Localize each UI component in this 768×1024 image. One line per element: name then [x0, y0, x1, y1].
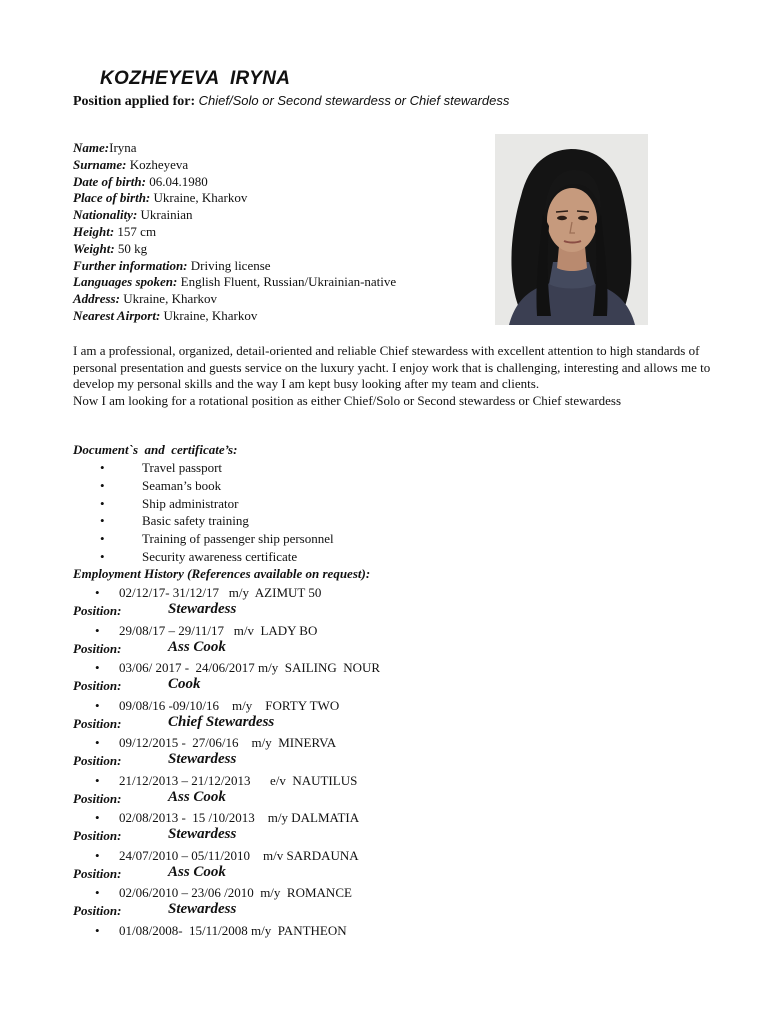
- info-row-weight: [73, 241, 396, 258]
- employment-entry: [73, 883, 713, 921]
- personal-info: [73, 140, 396, 325]
- bullet-icon: •: [95, 772, 100, 788]
- document-item: Ship administrator: [142, 495, 239, 511]
- employment-entry: [73, 846, 713, 884]
- document-item: Security awareness certificate: [142, 548, 298, 564]
- position-label: Position:: [73, 753, 122, 768]
- info-row-surname: [73, 157, 396, 174]
- documents-heading: Document`s and certificate’s:: [73, 442, 238, 457]
- info-label: Date of birth:: [73, 173, 146, 189]
- position-title: Stewardess: [168, 826, 237, 842]
- position-applied-value: Chief/Solo or Second stewardess or Chief stewardess: [198, 93, 510, 108]
- info-row-address: [73, 291, 396, 308]
- info-label: Further information:: [73, 257, 188, 273]
- info-value: Ukraine, Kharkov: [123, 291, 218, 307]
- position-label: Position:: [73, 678, 122, 693]
- candidate-name: KOZHEYEVA IRYNA: [100, 68, 291, 89]
- document-item: Travel passport: [142, 460, 223, 475]
- employment-position-row: [73, 752, 713, 771]
- employment-position-row: [73, 865, 713, 884]
- info-label: Nationality:: [73, 207, 138, 223]
- employment-entry: [73, 696, 713, 734]
- employment-entry: [73, 658, 713, 696]
- employment-heading: Employment History (References available on request):: [73, 566, 371, 581]
- info-label: Weight:: [73, 240, 115, 256]
- professional-summary: [73, 343, 723, 409]
- position-title: Ass Cook: [168, 863, 226, 880]
- employment-entry: [73, 583, 713, 621]
- info-row-date-of-birth: [73, 174, 396, 191]
- employment-entry: [73, 808, 713, 846]
- bullet-icon: •: [95, 585, 100, 600]
- employment-position-row: [73, 677, 713, 696]
- employment-dates: 01/08/2008- 15/11/2008 m/y PANTHEON: [119, 922, 347, 938]
- position-label: Position:: [73, 865, 122, 881]
- employment-dates: 09/08/16 -09/10/16 m/y FORTY TWO: [119, 697, 340, 713]
- employment-entry: [73, 771, 713, 809]
- summary-paragraph: I am a professional, organized, detail-oriented and reliable Chief stewardess with excellent attention to high standards of personal presentation and guests service on the luxury yacht. I enjoy work that is challenging, interesting and allows me to develop my personal skills and the way I am kept busy looking after my team and clients.: [73, 343, 711, 392]
- position-title: Stewardess: [168, 751, 237, 767]
- employment-list: [73, 583, 713, 940]
- bullet-icon: •: [95, 885, 100, 900]
- profile-photo-illustration: [495, 134, 648, 325]
- position-label: Position:: [73, 715, 122, 731]
- info-row-nearest-airport: [73, 308, 396, 325]
- info-row-nationality: [73, 207, 396, 224]
- info-label: Address:: [73, 291, 120, 307]
- bullet-icon: •: [95, 660, 100, 675]
- info-value: 50 kg: [117, 240, 148, 256]
- info-row-further-information: [73, 258, 396, 275]
- info-label: Languages spoken:: [73, 274, 178, 290]
- bullet-icon: •: [95, 735, 100, 750]
- bullet-icon: •: [100, 531, 105, 547]
- employment-dates: 02/08/2013 - 15 /10/2013 m/y DALMATIA: [119, 810, 360, 825]
- position-title: Ass Cook: [168, 638, 226, 655]
- position-label: Position:: [73, 903, 122, 918]
- bullet-icon: •: [100, 548, 105, 564]
- document-item: Basic safety training: [142, 513, 249, 529]
- employment-entry: [73, 921, 713, 940]
- position-label: Position:: [73, 790, 122, 806]
- employment-dates: 02/06/2010 – 23/06 /2010 m/y ROMANCE: [119, 885, 352, 900]
- employment-dates-row: [73, 921, 713, 940]
- info-value: Driving license: [190, 257, 271, 273]
- info-value: English Fluent, Russian/Ukrainian-native: [180, 274, 397, 290]
- position-title: Ass Cook: [168, 788, 226, 805]
- info-row-height: [73, 224, 396, 241]
- employment-position-row: [73, 602, 713, 621]
- employment-position-row: [73, 640, 713, 659]
- info-value: 157 cm: [117, 223, 157, 239]
- employment-dates: 21/12/2013 – 21/12/2013 e/v NAUTILUS: [119, 772, 358, 788]
- summary-paragraph: Now I am looking for a rotational position as either Chief/Solo or Second stewardess or Chief stewardess: [73, 392, 622, 408]
- position-label: Position:: [73, 828, 122, 843]
- position-title: Stewardess: [168, 901, 237, 917]
- info-row-languages: [73, 274, 396, 291]
- employment-position-row: [73, 790, 713, 809]
- info-value: Iryna: [109, 140, 137, 155]
- employment-position-row: [73, 902, 713, 921]
- employment-dates: 09/12/2015 - 27/06/16 m/y MINERVA: [119, 735, 337, 750]
- info-value: Ukrainian: [140, 207, 193, 223]
- employment-dates: 03/06/ 2017 - 24/06/2017 m/y SAILING NOUR: [119, 660, 381, 675]
- info-label: Height:: [73, 223, 115, 239]
- info-value: 06.04.1980: [149, 173, 208, 189]
- info-value: Kozheyeva: [129, 156, 189, 172]
- employment-position-row: [73, 715, 713, 734]
- position-label: Position:: [73, 603, 122, 618]
- employment-dates: 02/12/17- 31/12/17 m/y AZIMUT 50: [119, 585, 322, 600]
- employment-entry: [73, 733, 713, 771]
- position-applied-label: Position applied for:: [73, 94, 196, 109]
- info-label: Name:: [73, 140, 110, 155]
- bullet-icon: •: [100, 460, 105, 475]
- bullet-icon: •: [100, 495, 105, 511]
- info-label: Place of birth:: [73, 190, 151, 206]
- bullet-icon: •: [95, 922, 100, 938]
- position-title: Chief Stewardess: [168, 713, 275, 730]
- info-row-place-of-birth: [73, 190, 396, 207]
- bullet-icon: •: [95, 622, 100, 638]
- position-title: Stewardess: [168, 601, 237, 617]
- bullet-icon: •: [95, 810, 100, 825]
- bullet-icon: •: [95, 847, 100, 863]
- position-label: Position:: [73, 640, 122, 656]
- info-value: Ukraine, Kharkov: [163, 307, 258, 323]
- position-title: Cook: [168, 676, 201, 692]
- document-item: Training of passenger ship personnel: [142, 531, 334, 547]
- profile-photo: [495, 134, 648, 325]
- employment-dates: 24/07/2010 – 05/11/2010 m/v SARDAUNA: [119, 847, 359, 863]
- info-label: Nearest Airport:: [73, 307, 161, 323]
- bullet-icon: •: [100, 513, 105, 529]
- info-value: Ukraine, Kharkov: [153, 190, 248, 206]
- info-row-name: [73, 140, 396, 157]
- employment-dates: 29/08/17 – 29/11/17 m/v LADY BO: [119, 622, 318, 638]
- employment-entry: [73, 621, 713, 659]
- position-applied: [73, 93, 509, 110]
- bullet-icon: •: [100, 477, 105, 493]
- bullet-icon: •: [95, 697, 100, 713]
- document-item: Seaman’s book: [142, 477, 222, 493]
- employment-position-row: [73, 827, 713, 846]
- info-label: Surname:: [73, 156, 127, 172]
